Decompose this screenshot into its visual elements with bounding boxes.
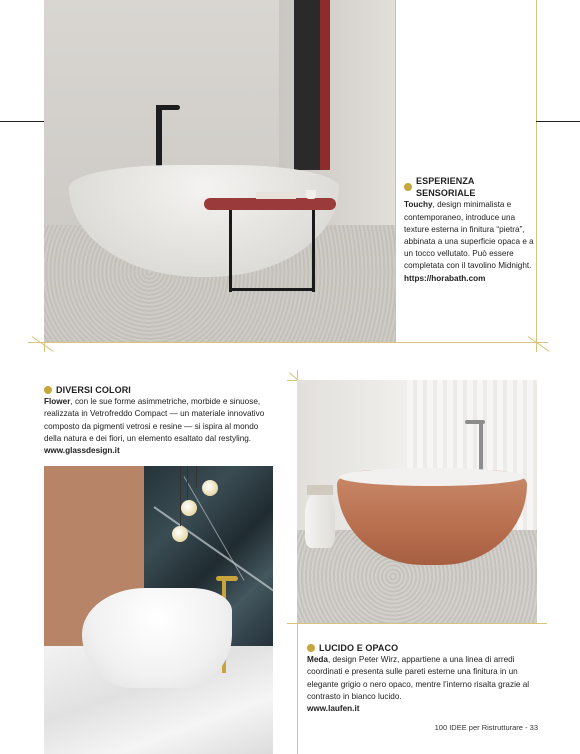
caption-url[interactable]: www.glassdesign.it xyxy=(44,446,120,456)
book xyxy=(256,192,296,199)
caption-title: ESPERIENZA SENSORIALE xyxy=(416,176,476,199)
pendant-lamp-icon xyxy=(202,480,218,496)
cup xyxy=(306,190,316,199)
pendant-lamp-icon xyxy=(172,526,188,542)
caption-body: , design minimalista e contemporaneo, introduce una texture esterna in finitura “pietra”, abbinata a una superficie opaca e a un tocco vellutato. Può essere completata con il tavolino Midnight. xyxy=(404,200,534,271)
caption-url[interactable]: www.laufen.it xyxy=(307,704,360,714)
frame-line-photo1-top xyxy=(395,0,396,342)
frame-line-left-horizontal xyxy=(0,121,44,122)
product-name: Touchy xyxy=(404,200,433,210)
frame-line-right-horizontal xyxy=(536,121,580,122)
white-stool xyxy=(305,492,335,548)
frame-line-photo2-bottom xyxy=(287,623,547,624)
pendant-lamp-icon xyxy=(181,500,197,516)
caption-esperienza-sensoriale xyxy=(404,175,534,285)
flower-bathtub xyxy=(82,588,232,688)
product-name: Meda xyxy=(307,655,328,665)
photo-flower-bathtub xyxy=(44,466,273,754)
photo-copper-bathtub xyxy=(297,380,537,623)
caption-body: , con le sue forme asimmetriche, morbide e sinuose, realizzata in Vetrofreddo Compact — un materiale innovativo composto da pigmenti vetrosi e resine — si ispira al mondo della natura e dei fiori, un elemento esaltato dal restyling. xyxy=(44,397,265,443)
caption-title: DIVERSI COLORI xyxy=(56,385,131,395)
gold-bullet-icon xyxy=(44,386,52,394)
frame-line-mid-horizontal xyxy=(28,342,548,343)
books xyxy=(307,485,333,495)
black-faucet xyxy=(156,105,162,167)
caption-title: LUCIDO E OPACO xyxy=(319,643,399,653)
frame-tick-diag-right xyxy=(528,336,550,352)
frame-line-top-right-vertical xyxy=(536,0,537,352)
caption-url[interactable]: https://horabath.com xyxy=(404,273,486,283)
photo-stone-bathtub xyxy=(44,0,395,342)
red-side-table xyxy=(204,198,336,210)
caption-diversi-colori xyxy=(44,384,274,457)
page-footer: 100 IDEE per Ristrutturare - 33 xyxy=(434,723,538,732)
gold-bullet-icon xyxy=(404,183,412,191)
caption-body: , design Peter Wirz, appartiene a una linea di arredi coordinati e presenta sulle pareti esterne una finitura in un elegante grigio o nero opaco, mentre l’interno risalta grazie al contrasto in bianco lucido. xyxy=(307,655,530,701)
product-name: Flower xyxy=(44,397,71,407)
gold-bullet-icon xyxy=(307,644,315,652)
caption-lucido-e-opaco xyxy=(307,642,539,715)
